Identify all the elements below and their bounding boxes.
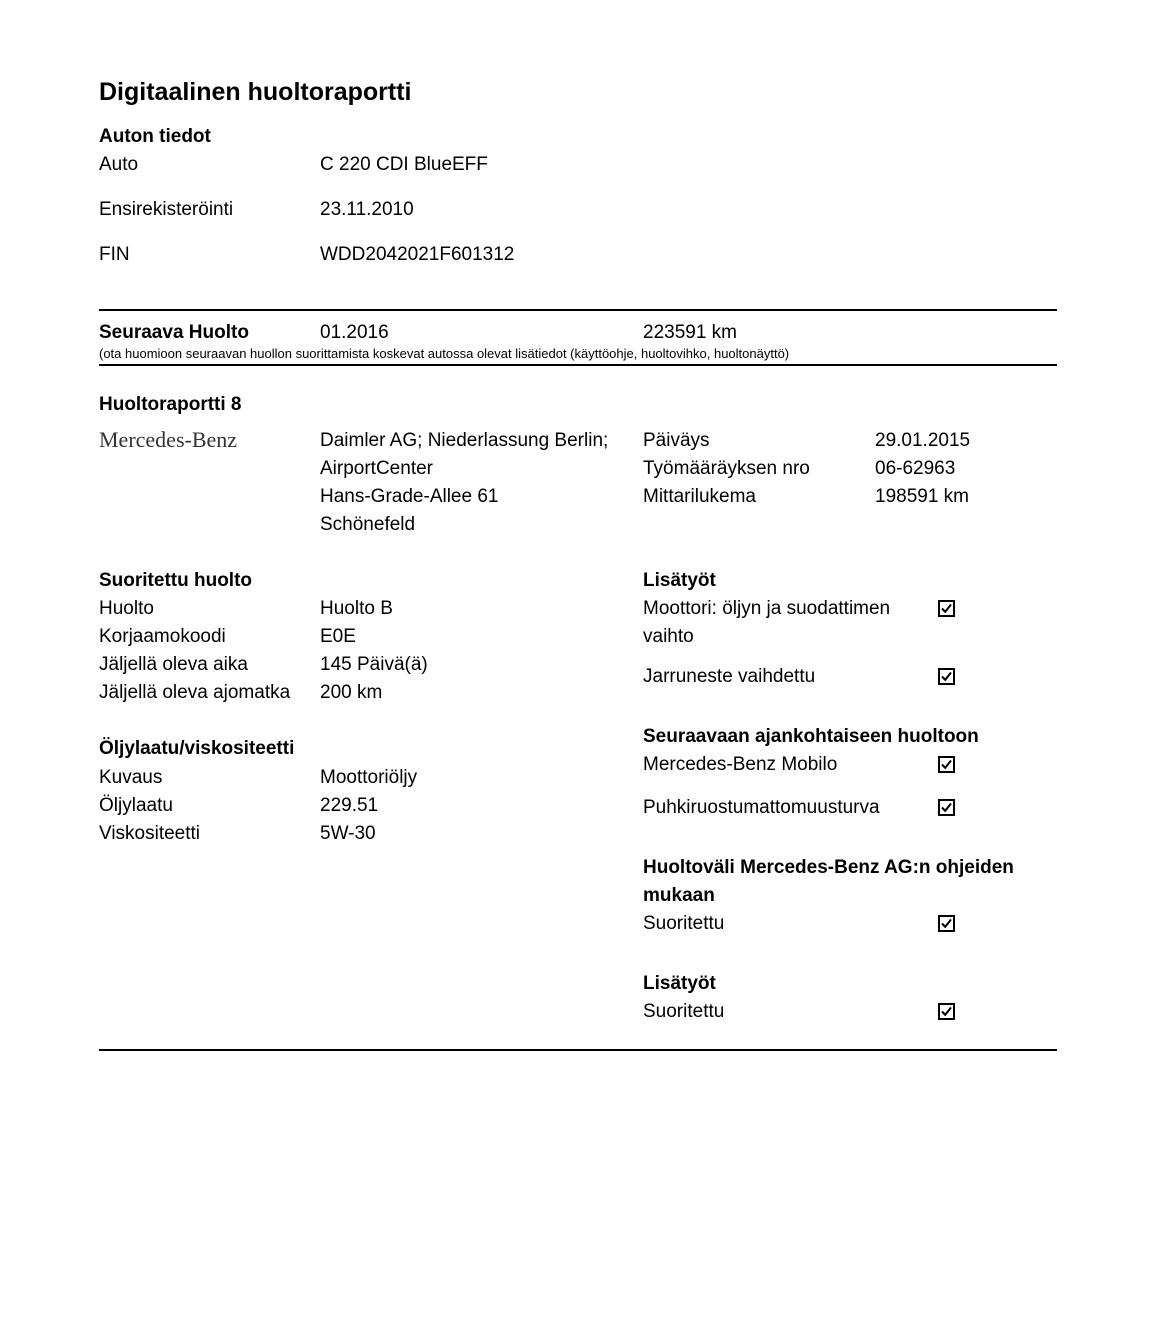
divider-bottom xyxy=(99,1049,1057,1051)
next-current-heading: Seuraavaan ajankohtaiseen huoltoon xyxy=(643,726,979,747)
extra-work-item-label: Jarruneste vaihdettu xyxy=(643,666,816,687)
oil-label-description: Kuvaus xyxy=(99,767,163,788)
interval-heading: Huoltoväli Mercedes-Benz AG:n ohjeiden xyxy=(643,857,1014,878)
next-service-km: 223591 km xyxy=(643,322,738,343)
extra-work2-item-label: Suoritettu xyxy=(643,1001,725,1022)
performed-value-workshop-code: E0E xyxy=(320,626,356,647)
next-service-note: (ota huomioon seuraavan huollon suorittamista koskevat autossa olevat lisätiedot (käyttöohje, huoltovihko, huoltonäyttö) xyxy=(99,346,790,361)
checkbox-checked-icon xyxy=(938,668,955,685)
dealer-address-line: Hans-Grade-Allee 61 xyxy=(320,486,499,507)
vehicle-label-car: Auto xyxy=(99,154,139,175)
mercedes-benz-logo: Mercedes-Benz xyxy=(99,427,238,452)
report-heading: Huoltoraportti 8 xyxy=(99,394,242,415)
report-value-work-order: 06-62963 xyxy=(875,458,956,479)
oil-value-viscosity: 5W-30 xyxy=(320,823,376,844)
vehicle-value-registration: 23.11.2010 xyxy=(320,199,414,220)
report-label-work-order: Työmääräyksen nro xyxy=(643,458,810,479)
oil-value-description: Moottoriöljy xyxy=(320,767,418,788)
oil-label-quality: Öljylaatu xyxy=(99,795,173,816)
report-label-odometer: Mittarilukema xyxy=(643,486,756,507)
next-current-item-label: Puhkiruostumattomuusturva xyxy=(643,797,880,818)
interval-heading-cont: mukaan xyxy=(643,885,715,906)
extra-work2-heading: Lisätyöt xyxy=(643,973,716,994)
oil-heading: Öljylaatu/viskositeetti xyxy=(99,738,295,759)
checkbox-checked-icon xyxy=(938,799,955,816)
checkbox-checked-icon xyxy=(938,600,955,617)
next-service-label: Seuraava Huolto xyxy=(99,322,249,343)
vehicle-heading: Auton tiedot xyxy=(99,126,211,147)
next-service-date: 01.2016 xyxy=(320,322,389,343)
interval-item-label: Suoritettu xyxy=(643,913,725,934)
performed-label-workshop-code: Korjaamokoodi xyxy=(99,626,226,647)
report-value-odometer: 198591 km xyxy=(875,486,970,507)
vehicle-label-registration: Ensirekisteröinti xyxy=(99,199,234,220)
oil-label-viscosity: Viskositeetti xyxy=(99,823,201,844)
performed-value-distance-left: 200 km xyxy=(320,682,383,703)
vehicle-label-fin: FIN xyxy=(99,244,130,265)
performed-label-service: Huolto xyxy=(99,598,154,619)
dealer-address-line: AirportCenter xyxy=(320,458,433,479)
extra-work-heading: Lisätyöt xyxy=(643,570,716,591)
next-current-item-label: Mercedes-Benz Mobilo xyxy=(643,754,838,775)
performed-value-service: Huolto B xyxy=(320,598,393,619)
report-label-date: Päiväys xyxy=(643,430,710,451)
extra-work-item-label: vaihto xyxy=(643,626,694,647)
performed-label-time-left: Jäljellä oleva aika xyxy=(99,654,248,675)
page-title: Digitaalinen huoltoraportti xyxy=(99,78,412,106)
vehicle-value-fin: WDD2042021F601312 xyxy=(320,244,515,265)
extra-work-item-label: Moottori: öljyn ja suodattimen xyxy=(643,598,891,619)
performed-value-time-left: 145 Päivä(ä) xyxy=(320,654,428,675)
checkbox-checked-icon xyxy=(938,756,955,773)
dealer-address-line: Daimler AG; Niederlassung Berlin; xyxy=(320,430,609,451)
report-value-date: 29.01.2015 xyxy=(875,430,971,451)
checkbox-checked-icon xyxy=(938,915,955,932)
performed-label-distance-left: Jäljellä oleva ajomatka xyxy=(99,682,291,703)
vehicle-value-car: C 220 CDI BlueEFF xyxy=(320,154,488,175)
divider-middle xyxy=(99,364,1057,366)
dealer-address-line: Schönefeld xyxy=(320,514,416,535)
checkbox-checked-icon xyxy=(938,1003,955,1020)
divider-top xyxy=(99,309,1057,311)
performed-heading: Suoritettu huolto xyxy=(99,570,253,591)
oil-value-quality: 229.51 xyxy=(320,795,379,816)
